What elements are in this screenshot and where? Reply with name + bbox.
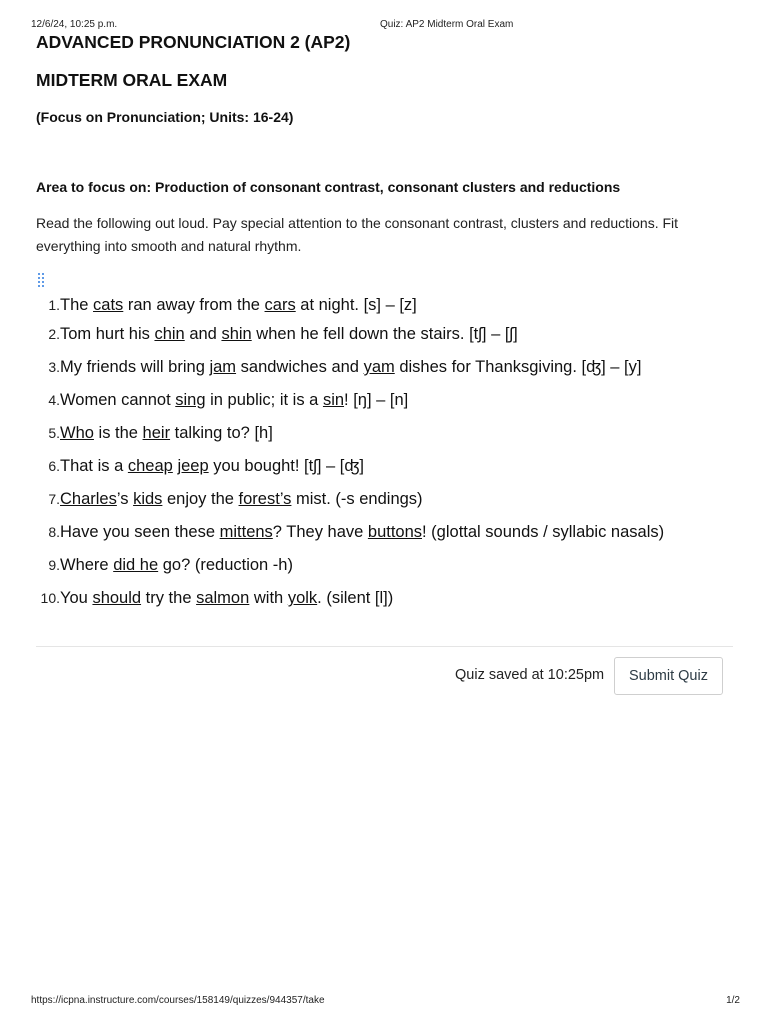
underlined-word: Who	[60, 424, 94, 442]
question-number: 1.	[48, 297, 60, 313]
course-title: ADVANCED PRONUNCIATION 2 (AP2)	[36, 32, 351, 52]
print-footer	[31, 995, 740, 1007]
question-text-segment: when he fell down the stairs. [tʃ] – [ʃ]	[251, 325, 518, 343]
underlined-word: cats	[93, 296, 124, 314]
underlined-word: sin	[322, 391, 345, 409]
question-item	[36, 293, 417, 317]
question-number: 7.	[48, 491, 60, 507]
underlined-word: yolk	[287, 589, 318, 607]
question-item	[36, 454, 364, 478]
question-text-segment: is the	[93, 424, 143, 442]
question-text-segment: You	[60, 589, 93, 607]
question-text	[60, 424, 273, 442]
question-text-segment: dishes for Thanksgiving. [ʤ] – [y]	[394, 358, 642, 376]
question-text	[60, 296, 417, 314]
question-text	[60, 523, 664, 541]
question-text-segment: ! [ŋ] – [n]	[344, 391, 409, 409]
question-text	[60, 391, 408, 409]
question-number: 9.	[48, 557, 60, 573]
print-url: https://icpna.instructure.com/courses/158149/quizzes/944357/take	[31, 995, 325, 1006]
underlined-word: cheap	[127, 457, 173, 475]
underlined-word: jam	[209, 358, 237, 376]
question-text-segment: you bought! [tʃ] – [ʤ]	[208, 457, 364, 475]
question-number: 3.	[48, 359, 60, 375]
question-item	[36, 421, 273, 445]
divider	[36, 646, 733, 647]
print-page-number: 1/2	[726, 995, 740, 1006]
question-text-segment: ? They have	[272, 523, 368, 541]
submit-quiz-button[interactable]: Submit Quiz	[614, 657, 723, 695]
underlined-word: shin	[221, 325, 252, 343]
question-text-segment: Where	[60, 556, 114, 574]
underlined-word: sing	[175, 391, 206, 409]
question-number: 5.	[48, 425, 60, 441]
question-text-segment: . (silent [l])	[317, 589, 394, 607]
instructions: Read the following out loud. Pay special attention to the consonant contrast, clusters and reductions. Fit everything into smooth and natural rhythm.	[36, 215, 679, 254]
question-number: 6.	[48, 458, 60, 474]
question-item	[36, 355, 641, 379]
exam-title: MIDTERM ORAL EXAM	[36, 70, 228, 90]
question-text-segment: sandwiches and	[236, 358, 364, 376]
print-date: 12/6/24, 10:25 p.m.	[31, 19, 118, 30]
question-item	[36, 553, 293, 577]
underlined-word: did he	[113, 556, 159, 574]
underlined-word: jeep	[177, 457, 209, 475]
question-item	[36, 322, 518, 346]
question-text-segment: talking to? [h]	[170, 424, 273, 442]
question-text-segment: Tom hurt his	[60, 325, 155, 343]
question-text	[60, 589, 393, 607]
underlined-word: mittens	[219, 523, 273, 541]
question-number: 2.	[48, 326, 60, 342]
underlined-word: salmon	[196, 589, 250, 607]
underlined-word: forest’s	[238, 490, 292, 508]
question-text-segment: with	[249, 589, 288, 607]
question-text	[60, 490, 423, 508]
question-text-segment: The	[60, 296, 94, 314]
underlined-word: buttons	[367, 523, 423, 541]
question-text-segment: That is a	[60, 457, 128, 475]
underlined-word: Charles	[60, 490, 117, 508]
question-text-segment: My friends will bring	[60, 358, 210, 376]
question-item	[36, 520, 664, 544]
question-number: 8.	[48, 524, 60, 540]
underlined-word: chin	[154, 325, 185, 343]
question-item	[36, 586, 393, 610]
question-text-segment: ! (glottal sounds / syllabic nasals)	[422, 523, 665, 541]
question-text	[60, 457, 364, 475]
question-text	[60, 325, 518, 343]
question-text	[60, 358, 641, 376]
underlined-word: heir	[142, 424, 171, 442]
quiz-saved-status: Quiz saved at 10:25pm	[455, 667, 605, 683]
question-number: 4.	[48, 392, 60, 408]
question-item	[36, 487, 423, 511]
question-text-segment: go? (reduction -h)	[158, 556, 293, 574]
question-text-segment: at night. [s] – [z]	[295, 296, 417, 314]
question-text-segment: try the	[141, 589, 197, 607]
focus-note: (Focus on Pronunciation; Units: 16-24)	[36, 109, 294, 125]
print-page-title: Quiz: AP2 Midterm Oral Exam	[380, 19, 514, 30]
question-text	[60, 556, 293, 574]
underlined-word: kids	[133, 490, 163, 508]
question-text-segment: Women cannot	[60, 391, 176, 409]
question-text-segment: and	[184, 325, 222, 343]
area-to-focus: Area to focus on: Production of consonant contrast, consonant clusters and reductions	[36, 179, 621, 195]
question-text-segment: in public; it is a	[205, 391, 323, 409]
underlined-word: should	[92, 589, 142, 607]
question-text-segment: enjoy the	[162, 490, 239, 508]
underlined-word: yam	[363, 358, 395, 376]
question-item	[36, 388, 408, 412]
question-number: 10.	[40, 590, 60, 606]
question-text-segment: Have you seen these	[60, 523, 220, 541]
question-text-segment: ’s	[116, 490, 134, 508]
drag-handle-icon[interactable]	[36, 273, 46, 289]
question-text-segment: mist. (-s endings)	[291, 490, 423, 508]
question-text-segment: ran away from the	[123, 296, 265, 314]
print-header	[31, 19, 737, 31]
underlined-word: cars	[264, 296, 296, 314]
